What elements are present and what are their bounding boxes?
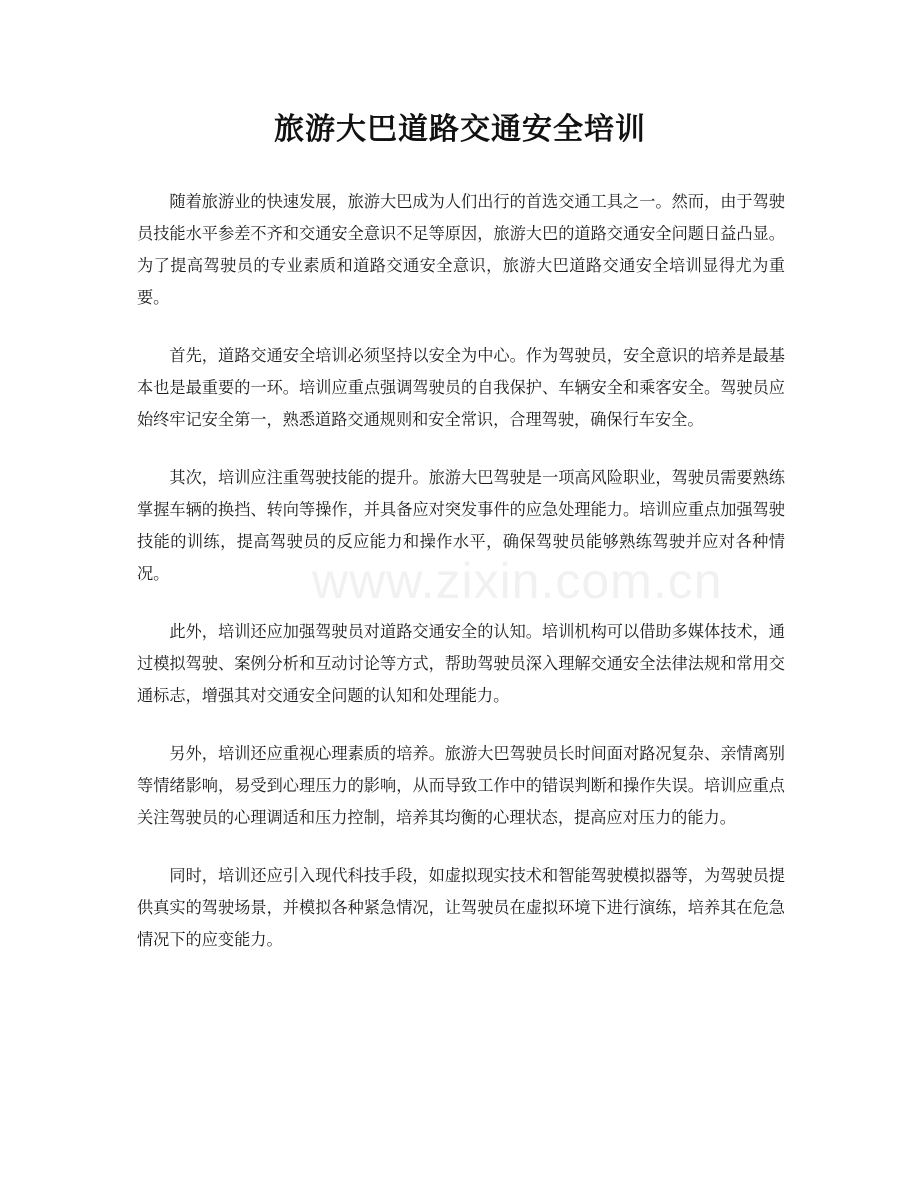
paragraph-5: 另外，培训还应重视心理素质的培养。旅游大巴驾驶员长时间面对路况复杂、亲情离别等情绪影响，易受到心理压力的影响，从而导致工作中的错误判断和操作失误。培训应重点关注驾驶员的心理调适和压力控制，培养其均衡的心理状态，提高应对压力的能力。 [137, 744, 785, 827]
paragraph-6: 同时，培训还应引入现代科技手段，如虚拟现实技术和智能驾驶模拟器等，为驾驶员提供真实的驾驶场景，并模拟各种紧急情况，让驾驶员在虚拟环境下进行演练，培养其在危急情况下的应变能力。 [137, 866, 785, 949]
document-body [137, 186, 785, 982]
paragraph-3: 其次，培训应注重驾驶技能的提升。旅游大巴驾驶是一项高风险职业，驾驶员需要熟练掌握车辆的换挡、转向等操作，并具备应对突发事件的应急处理能力。培训应重点加强驾驶技能的训练，提高驾驶员的反应能力和操作水平，确保驾驶员能够熟练驾驶并应对各种情况。 [137, 468, 785, 583]
paragraph-1: 随着旅游业的快速发展，旅游大巴成为人们出行的首选交通工具之一。然而，由于驾驶员技能水平参差不齐和交通安全意识不足等原因，旅游大巴的道路交通安全问题日益凸显。为了提高驾驶员的专业素质和道路交通安全意识，旅游大巴道路交通安全培训显得尤为重要。 [137, 192, 785, 307]
document-title: 旅游大巴道路交通安全培训 [274, 112, 646, 147]
watermark-text: www.zixin.com.cn [312, 553, 723, 609]
paragraph-4: 此外，培训还应加强驾驶员对道路交通安全的认知。培训机构可以借助多媒体技术，通过模拟驾驶、案例分析和互动讨论等方式，帮助驾驶员深入理解交通安全法律法规和常用交通标志，增强其对交通安全问题的认知和处理能力。 [137, 622, 785, 705]
paragraph-2: 首先，道路交通安全培训必须坚持以安全为中心。作为驾驶员，安全意识的培养是最基本也是最重要的一环。培训应重点强调驾驶员的自我保护、车辆安全和乘客安全。驾驶员应始终牢记安全第一，熟悉道路交通规则和安全常识，合理驾驶，确保行车安全。 [137, 346, 785, 429]
